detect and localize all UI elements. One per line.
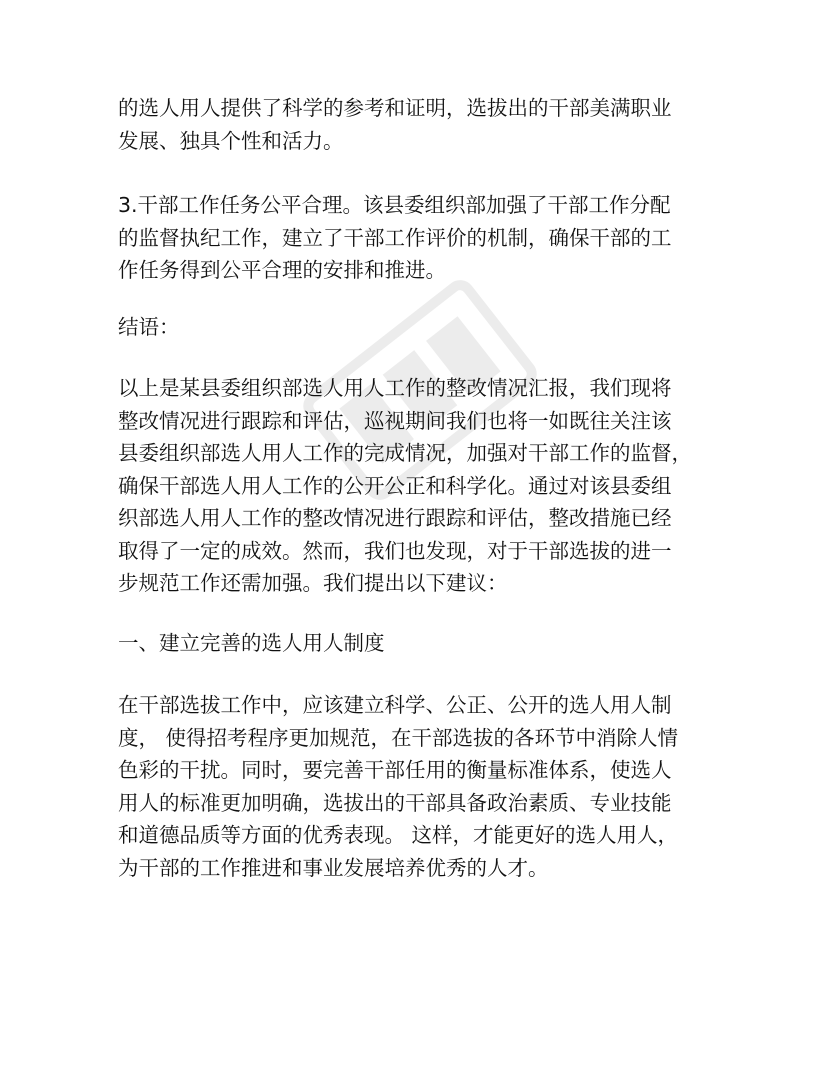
text-line: 为干部的工作推进和事业发展培养优秀的人才。 — [118, 855, 549, 880]
text-line: 织部选人用人工作的整改情况进行跟踪和评估，整改措施已经 — [118, 506, 672, 530]
paragraph-continuation — [118, 92, 718, 157]
conclusion-heading — [118, 311, 718, 344]
text-line: 取得了一定的成效。然而，我们也发现，对于干部选拔的进一 — [118, 538, 672, 563]
text-line: 度， 使得招考程序更加规范，在干部选拔的各环节中消除人情 — [118, 725, 679, 750]
text-line: 的选人用人提供了科学的参考和证明，选拔出的干部美满职业 — [118, 96, 672, 120]
text-line: 以上是某县委组织部选人用人工作的整改情况汇报，我们现将 — [118, 376, 672, 400]
text-line: 发展、独具个性和活力。 — [118, 128, 344, 153]
text-line: 一、建立完善的选人用人制度 — [118, 631, 385, 655]
paragraph-conclusion — [118, 372, 718, 600]
text-line: 和道德品质等方面的优秀表现。 这样，才能更好的选人用人， — [118, 823, 679, 847]
text-line: 结语： — [118, 315, 180, 339]
text-line: 在干部选拔工作中，应该建立科学、公正、公开的选人用人制 — [118, 693, 672, 717]
text-line: 县委组织部选人用人工作的完成情况，加强对干部工作的监督， — [118, 441, 692, 465]
suggestion-heading — [118, 627, 718, 660]
text-line: 的监督执纪工作，建立了干部工作评价的机制，确保干部的工 — [118, 225, 672, 250]
text-line: 整改情况进行跟踪和评估，巡视期间我们也将一如既往关注该 — [118, 408, 672, 433]
paragraph-point-3 — [118, 189, 718, 287]
text-line: 用人的标准更加明确，选拔出的干部具备政治素质、专业技能 — [118, 790, 672, 815]
text-line: 作任务得到公平合理的安排和推进。 — [118, 258, 446, 282]
paragraph-suggestion-1 — [118, 689, 718, 884]
text-line: 确保干部选人用人工作的公开公正和科学化。通过对该县委组 — [118, 473, 672, 498]
text-line: 3.干部工作任务公平合理。该县委组织部加强了干部工作分配 — [118, 193, 671, 217]
text-line: 步规范工作还需加强。我们提出以下建议： — [118, 571, 508, 595]
text-line: 色彩的干扰。同时，要完善干部任用的衡量标准体系，使选人 — [118, 758, 672, 782]
